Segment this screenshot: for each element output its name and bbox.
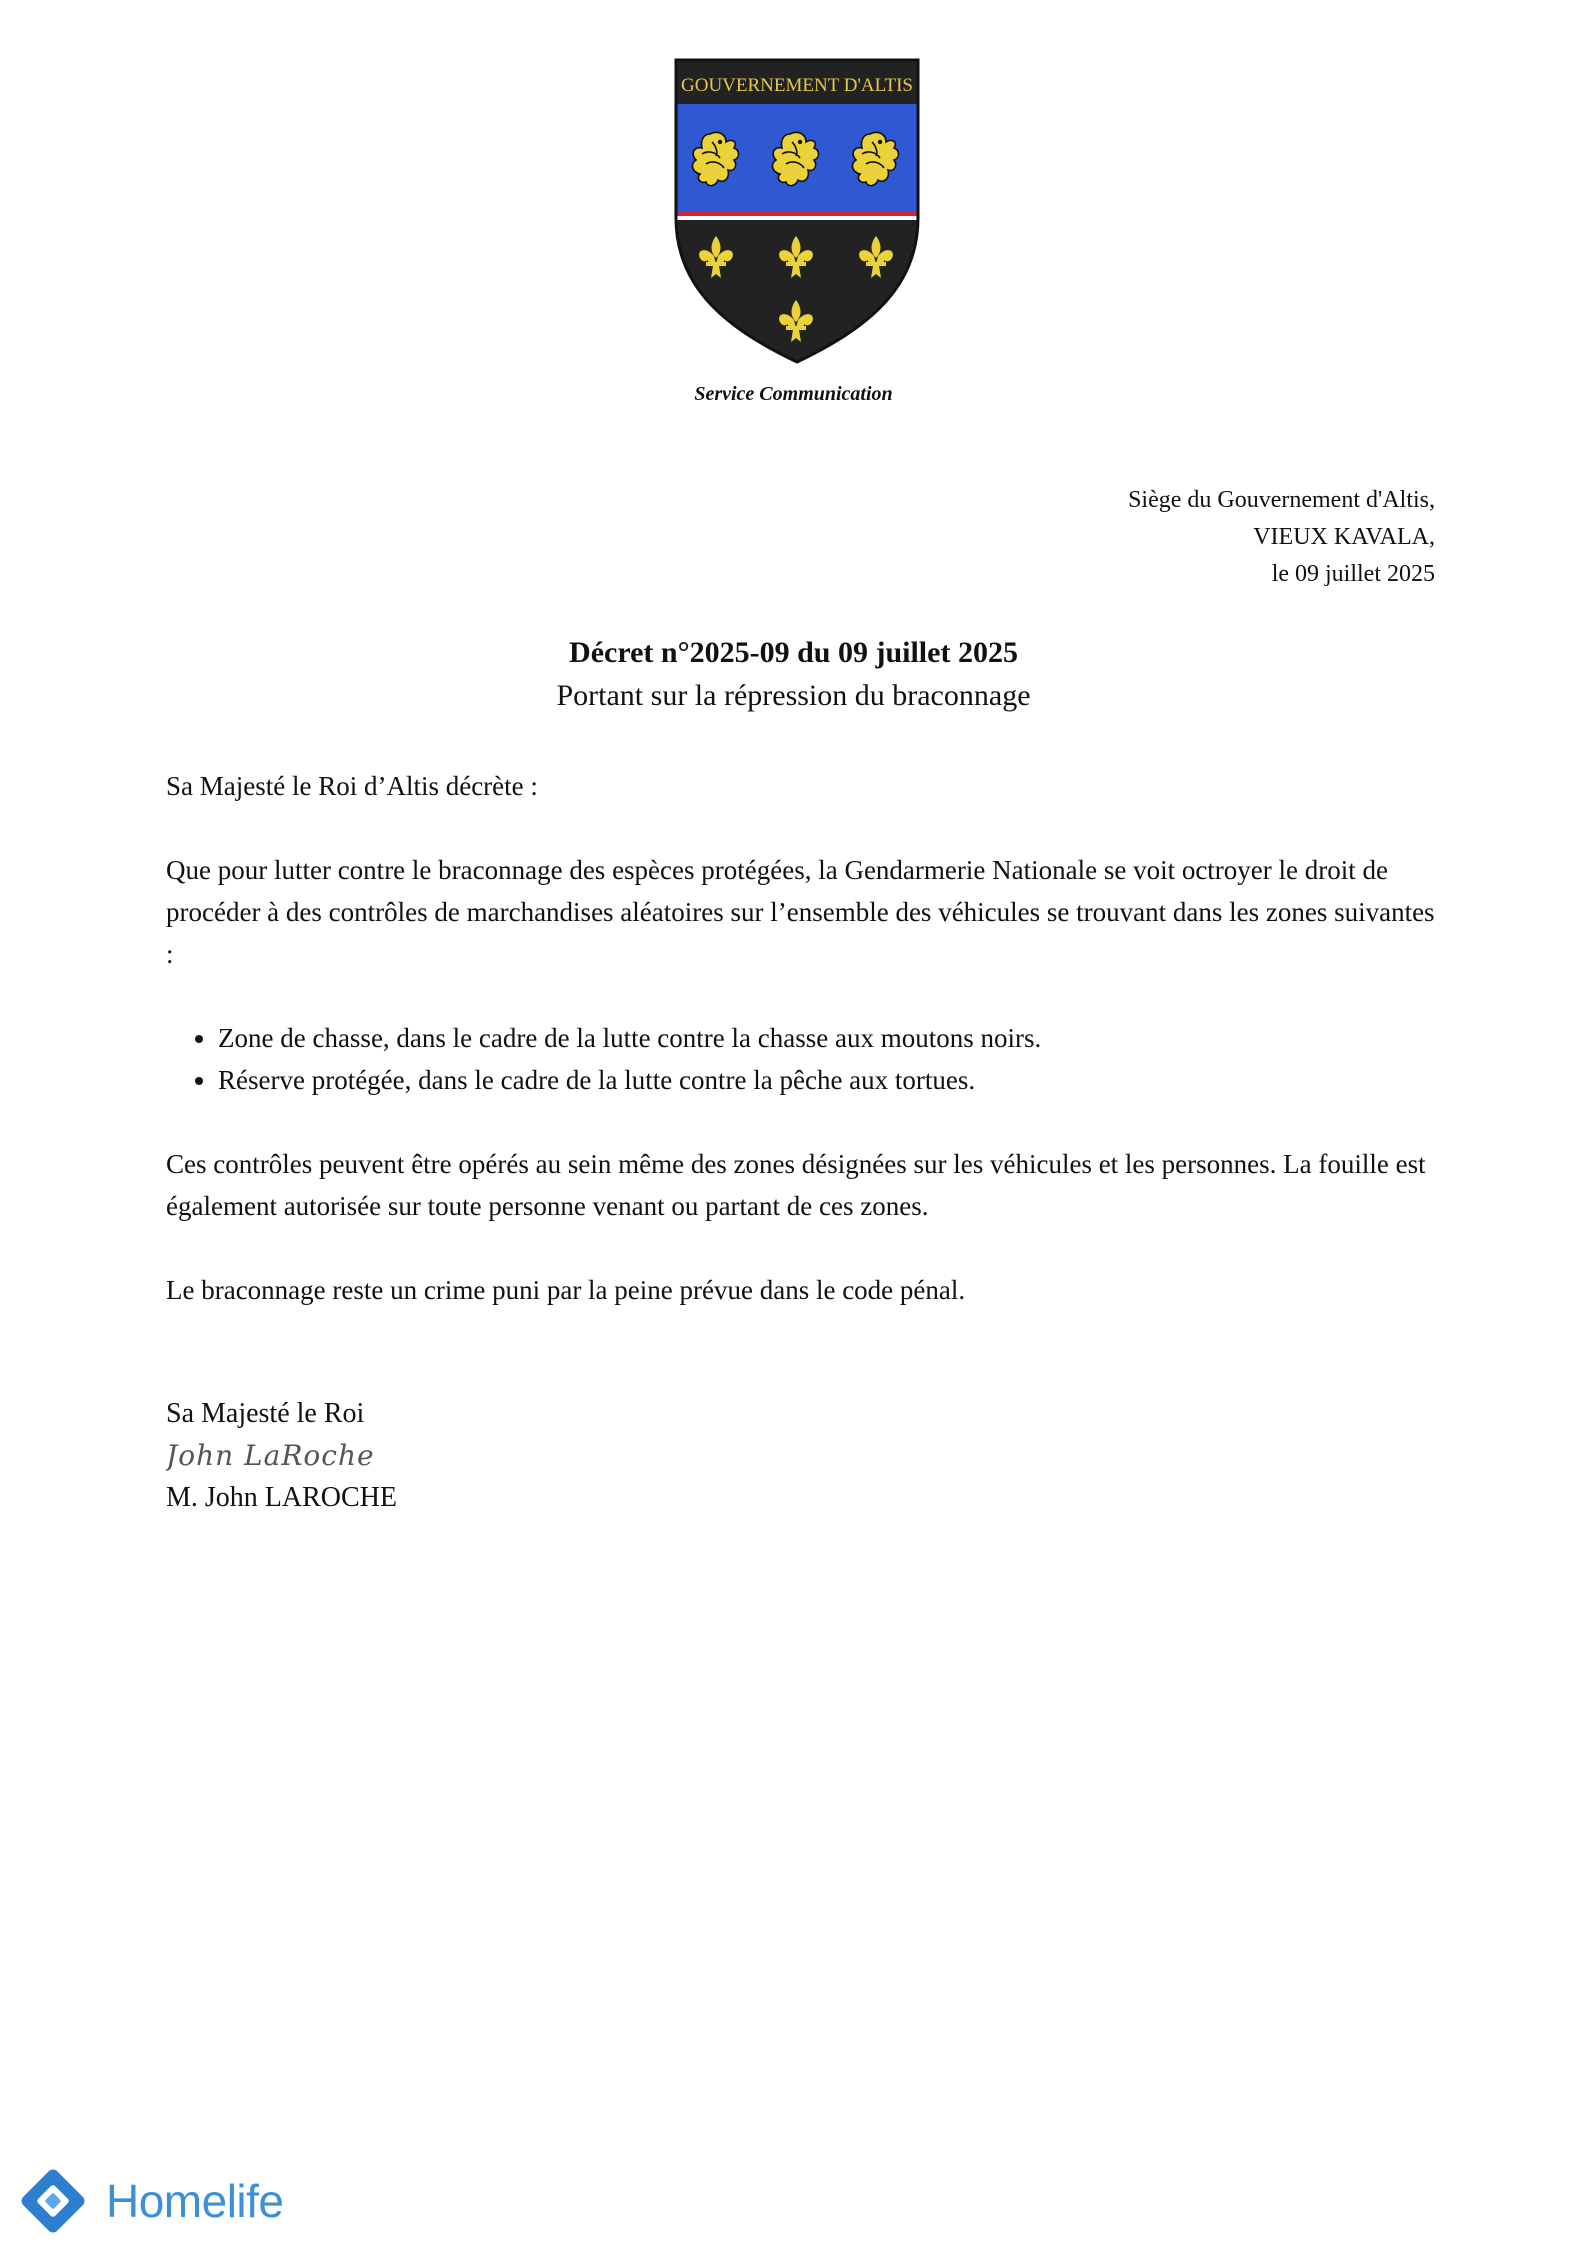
- homelife-logo-icon: [8, 2166, 98, 2236]
- decree-paragraph-1: Que pour lutter contre le braconnage des espèces protégées, la Gendarmerie Nationale se voit octroyer le droit de procéder à des contrôles de marchandises aléatoires sur l’ensemble des véhicules se trouvant dans les zones suivantes :: [166, 855, 1435, 969]
- coat-of-arms-icon: [674, 58, 920, 364]
- zone-list-item: • Réserve protégée, dans le cadre de la lutte contre la pêche aux tortues.: [218, 1059, 1446, 1101]
- decree-intro: Sa Majesté le Roi d’Altis décrète :: [166, 771, 538, 801]
- zone-list: [166, 1017, 1446, 1101]
- decree-paragraph-2: Ces contrôles peuvent être opérés au sein même des zones désignées sur les véhicules et les personnes. La fouille est également autorisée sur toute personne venant ou partant de ces zones.: [166, 1149, 1426, 1221]
- signature-text: John LaRoche: [166, 1439, 375, 1472]
- watermark-text: Homelife: [106, 2175, 284, 2227]
- decree-body: [166, 765, 1446, 1353]
- crest-banner-text: GOUVERNEMENT D'ALTIS: [681, 75, 913, 96]
- decree-heading: [0, 631, 1587, 717]
- location-line-seat: Siège du Gouvernement d'Altis,: [1128, 487, 1435, 513]
- location-line-city: VIEUX KAVALA,: [1253, 524, 1435, 550]
- service-label: Service Communication: [694, 383, 893, 405]
- zone-list-item: • Zone de chasse, dans le cadre de la lutte contre la chasse aux moutons noirs.: [218, 1017, 1446, 1059]
- location-date-block: [1128, 482, 1435, 593]
- decree-title: Décret n°2025-09 du 09 juillet 2025: [569, 636, 1018, 669]
- signatory-name: M. John LAROCHE: [166, 1482, 398, 1513]
- government-crest: [674, 58, 920, 364]
- location-line-date: le 09 juillet 2025: [1271, 561, 1435, 587]
- decree-subtitle: Portant sur la répression du braconnage: [556, 679, 1031, 712]
- signature-block: [166, 1393, 406, 1519]
- decree-paragraph-3: Le braconnage reste un crime puni par la peine prévue dans le code pénal.: [166, 1275, 966, 1305]
- homelife-watermark: [8, 2166, 284, 2236]
- handwritten-signature: [166, 1435, 406, 1477]
- signatory-role: Sa Majesté le Roi: [166, 1398, 365, 1429]
